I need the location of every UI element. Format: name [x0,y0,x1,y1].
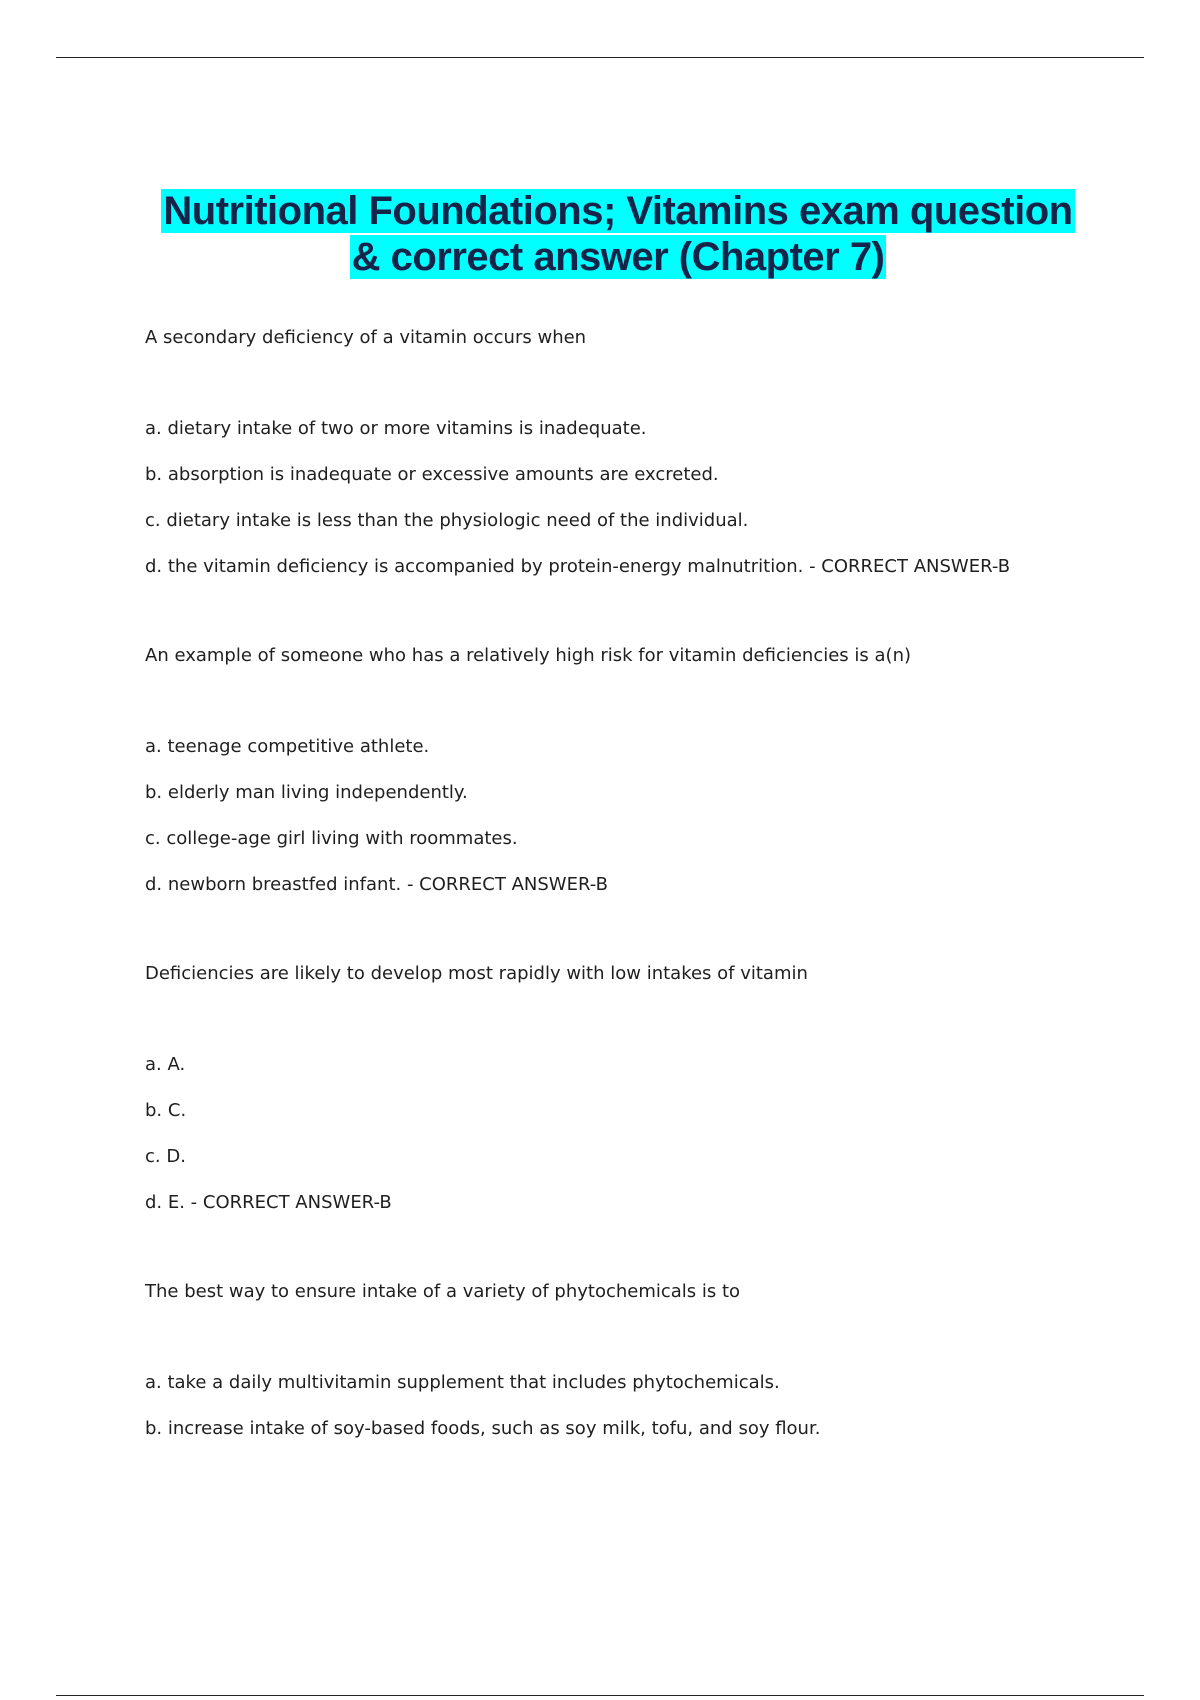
answer-option-with-answer: d. newborn breastfed infant. - CORRECT ANSWER-B [145,874,608,895]
answer-option: b. increase intake of soy-based foods, such as soy milk, tofu, and soy flour. [145,1418,821,1439]
question-text: Deficiencies are likely to develop most rapidly with low intakes of vitamin [145,963,808,984]
question-text: The best way to ensure intake of a variety of phytochemicals is to [145,1281,741,1302]
document-title [144,188,1092,280]
answer-option: c. D. [145,1146,186,1167]
answer-option: a. teenage competitive athlete. [145,736,430,757]
title-line-2: & correct answer (Chapter 7) [351,235,885,279]
answer-option: a. A. [145,1054,186,1075]
answer-option: b. absorption is inadequate or excessive amounts are excreted. [145,464,719,485]
question-list [145,320,1105,1457]
top-rule [56,57,1144,58]
question-block-1 [145,320,1105,595]
title-line-1: Nutritional Foundations; Vitamins exam question [163,189,1073,233]
answer-option: b. C. [145,1100,187,1121]
question-block-3 [145,956,1105,1231]
answer-option: a. dietary intake of two or more vitamins is inadequate. [145,418,647,439]
question-block-4 [145,1274,1105,1457]
answer-option-with-answer: d. the vitamin deficiency is accompanied by protein-energy malnutrition. - CORRECT ANSWER-B [145,556,1011,577]
answer-option: a. take a daily multivitamin supplement that includes phytochemicals. [145,1372,780,1393]
question-text: An example of someone who has a relatively high risk for vitamin deficiencies is a(n) [145,645,911,666]
answer-option: c. dietary intake is less than the physiologic need of the individual. [145,510,749,531]
answer-option-with-answer: d. E. - CORRECT ANSWER-B [145,1192,392,1213]
answer-option: c. college-age girl living with roommates. [145,828,518,849]
question-text: A secondary deficiency of a vitamin occurs when [145,327,587,348]
bottom-rule [56,1695,1144,1696]
question-block-2 [145,638,1105,913]
answer-option: b. elderly man living independently. [145,782,468,803]
